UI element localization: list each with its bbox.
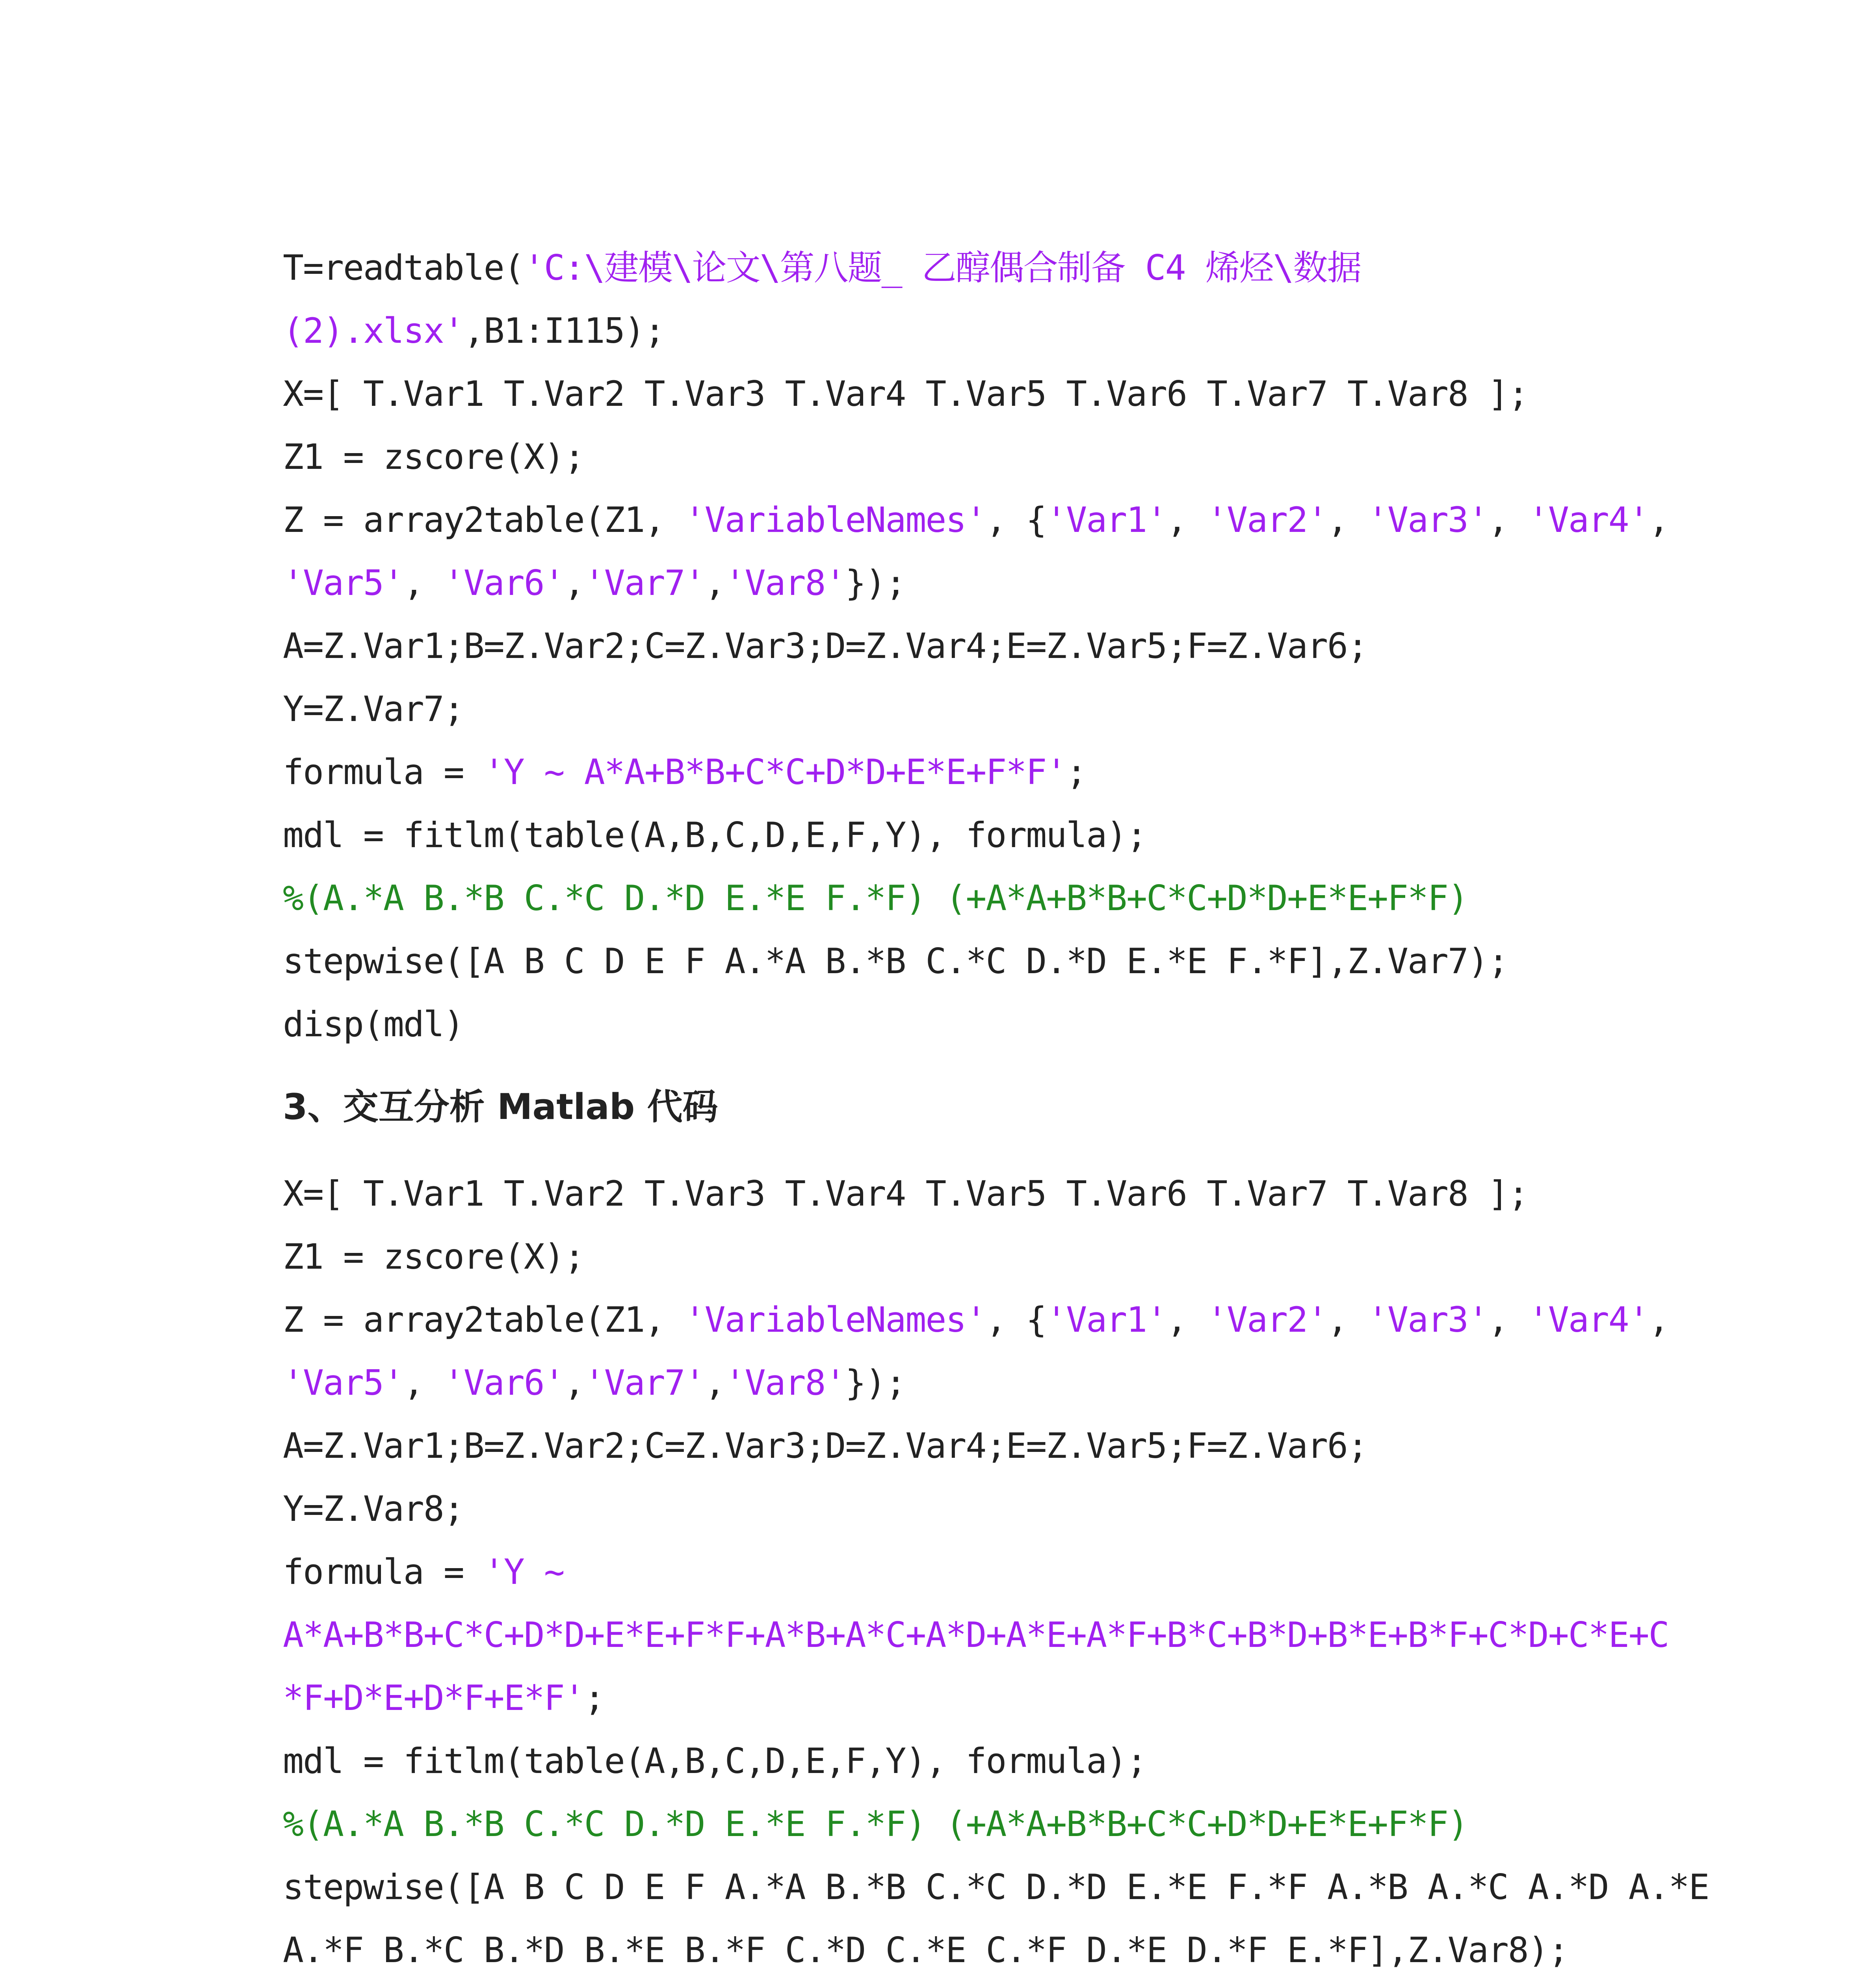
code-line xyxy=(283,1162,1622,1225)
code-line xyxy=(283,236,1622,299)
string-literal: 'C:\建模\论文\第八题_ 乙醇偶合制备 C4 烯烃\数据 xyxy=(524,247,1361,288)
code-text: Z1 = zscore(X); xyxy=(283,437,584,477)
string-literal: 'Var3' xyxy=(1367,1299,1488,1340)
string-literal: 'Var5' xyxy=(283,1362,403,1403)
string-literal: 'VariableNames' xyxy=(684,1299,986,1340)
code-text: , xyxy=(1166,500,1207,540)
code-line xyxy=(283,1919,1622,1970)
code-text: T=readtable( xyxy=(283,247,524,288)
code-text: , xyxy=(1327,1299,1367,1340)
code-text: }); xyxy=(845,563,906,603)
code-line xyxy=(283,1667,1622,1730)
string-literal: 'Var7' xyxy=(584,563,705,603)
code-line xyxy=(283,993,1622,1056)
code-line xyxy=(283,1856,1709,1919)
string-literal: 'VariableNames' xyxy=(684,500,986,540)
code-text: X=[ T.Var1 T.Var2 T.Var3 T.Var4 T.Var5 T.Var6 T.Var7 T.Var8 ]; xyxy=(283,1173,1528,1214)
code-text: ,B1:I115); xyxy=(463,310,665,351)
code-comment: %(A.*A B.*B C.*C D.*D E.*E F.*F) (+A*A+B*B+C*C+D*D+E*E+F*F) xyxy=(283,1804,1468,1844)
code-text: Z1 = zscore(X); xyxy=(283,1236,584,1277)
code-text: A.*F B.*C B.*D B.*E B.*F C.*D C.*E C.*F D.*E D.*F E.*F],Z.Var8); xyxy=(283,1930,1568,1970)
code-line xyxy=(283,741,1622,804)
string-literal: A*A+B*B+C*C+D*D+E*E+F*F+A*B+A*C+A*D+A*E+A*F+B*C+B*D+B*E+B*F+C*D+C*E+C xyxy=(283,1615,1669,1655)
string-literal: 'Var4' xyxy=(1528,1299,1649,1340)
code-line xyxy=(283,930,1622,993)
code-text: stepwise([A B C D E F A.*A B.*B C.*C D.*D E.*E F.*F A.*B A.*C A.*D A.*E xyxy=(283,1867,1709,1907)
string-literal: 'Var3' xyxy=(1367,500,1488,540)
code-text: mdl = fitlm(table(A,B,C,D,E,F,Y), formula); xyxy=(283,1741,1147,1781)
string-literal: (2).xlsx' xyxy=(283,310,464,351)
code-text: ; xyxy=(1066,752,1087,792)
code-line xyxy=(283,867,1622,930)
code-line xyxy=(283,615,1622,678)
string-literal: 'Y ~ xyxy=(483,1552,564,1592)
code-text: , xyxy=(704,1362,725,1403)
code-text: , xyxy=(1488,1299,1528,1340)
string-literal: 'Var2' xyxy=(1207,500,1328,540)
code-text: , { xyxy=(986,500,1046,540)
string-literal: 'Var8' xyxy=(724,563,845,603)
code-text: disp(mdl) xyxy=(283,1004,464,1044)
code-block-2 xyxy=(283,1162,1709,1970)
code-block-1 xyxy=(283,236,1669,1056)
code-line xyxy=(283,1225,1622,1288)
code-text: Y=Z.Var7; xyxy=(283,689,464,729)
code-text: A=Z.Var1;B=Z.Var2;C=Z.Var3;D=Z.Var4;E=Z.Var5;F=Z.Var6; xyxy=(283,626,1367,666)
code-text: Y=Z.Var8; xyxy=(283,1489,464,1529)
code-line xyxy=(283,1541,1622,1604)
code-text: X=[ T.Var1 T.Var2 T.Var3 T.Var4 T.Var5 T.Var6 T.Var7 T.Var8 ]; xyxy=(283,374,1528,414)
code-text: , xyxy=(564,1362,584,1403)
string-literal: 'Var4' xyxy=(1528,500,1649,540)
code-comment: %(A.*A B.*B C.*C D.*D E.*E F.*F) (+A*A+B*B+C*C+D*D+E*E+F*F) xyxy=(283,878,1468,918)
code-text: , xyxy=(1648,500,1669,540)
code-line xyxy=(283,678,1622,741)
code-text: Z = array2table(Z1, xyxy=(283,1299,685,1340)
code-line xyxy=(283,1351,1622,1414)
code-text: mdl = fitlm(table(A,B,C,D,E,F,Y), formula); xyxy=(283,815,1147,855)
string-literal: 'Var5' xyxy=(283,563,403,603)
code-text: A=Z.Var1;B=Z.Var2;C=Z.Var3;D=Z.Var4;E=Z.Var5;F=Z.Var6; xyxy=(283,1425,1367,1466)
code-line xyxy=(283,804,1622,867)
code-line xyxy=(283,489,1669,552)
code-line xyxy=(283,1478,1622,1541)
code-line xyxy=(283,299,1622,362)
code-line xyxy=(283,1793,1622,1856)
code-line xyxy=(283,1730,1622,1793)
code-text: stepwise([A B C D E F A.*A B.*B C.*C D.*D E.*E F.*F],Z.Var7); xyxy=(283,941,1508,981)
code-line xyxy=(283,1414,1622,1478)
string-literal: 'Var6' xyxy=(443,563,564,603)
code-text: , xyxy=(403,1362,444,1403)
code-text: , xyxy=(1166,1299,1207,1340)
code-line xyxy=(283,362,1622,426)
section-heading: 3、交互分析 Matlab 代码 xyxy=(283,1086,718,1128)
code-line xyxy=(283,1604,1669,1667)
string-literal: *F+D*E+D*F+E*F' xyxy=(283,1678,584,1718)
code-text: , xyxy=(1648,1299,1669,1340)
string-literal: 'Var1' xyxy=(1046,500,1167,540)
code-text: Z = array2table(Z1, xyxy=(283,500,685,540)
string-literal: 'Var7' xyxy=(584,1362,705,1403)
code-text: , xyxy=(564,563,584,603)
code-text: formula = xyxy=(283,752,484,792)
code-text: , { xyxy=(986,1299,1046,1340)
code-line xyxy=(283,552,1622,615)
code-text: , xyxy=(403,563,444,603)
code-text: ; xyxy=(584,1678,604,1718)
code-line xyxy=(283,426,1622,489)
code-line xyxy=(283,1288,1669,1351)
code-text: , xyxy=(704,563,725,603)
code-text: , xyxy=(1327,500,1367,540)
string-literal: 'Var6' xyxy=(443,1362,564,1403)
string-literal: 'Var1' xyxy=(1046,1299,1167,1340)
string-literal: 'Var2' xyxy=(1207,1299,1328,1340)
string-literal: 'Var8' xyxy=(724,1362,845,1403)
code-text: formula = xyxy=(283,1552,484,1592)
code-text: }); xyxy=(845,1362,906,1403)
code-text: , xyxy=(1488,500,1528,540)
string-literal: 'Y ~ A*A+B*B+C*C+D*D+E*E+F*F' xyxy=(483,752,1066,792)
